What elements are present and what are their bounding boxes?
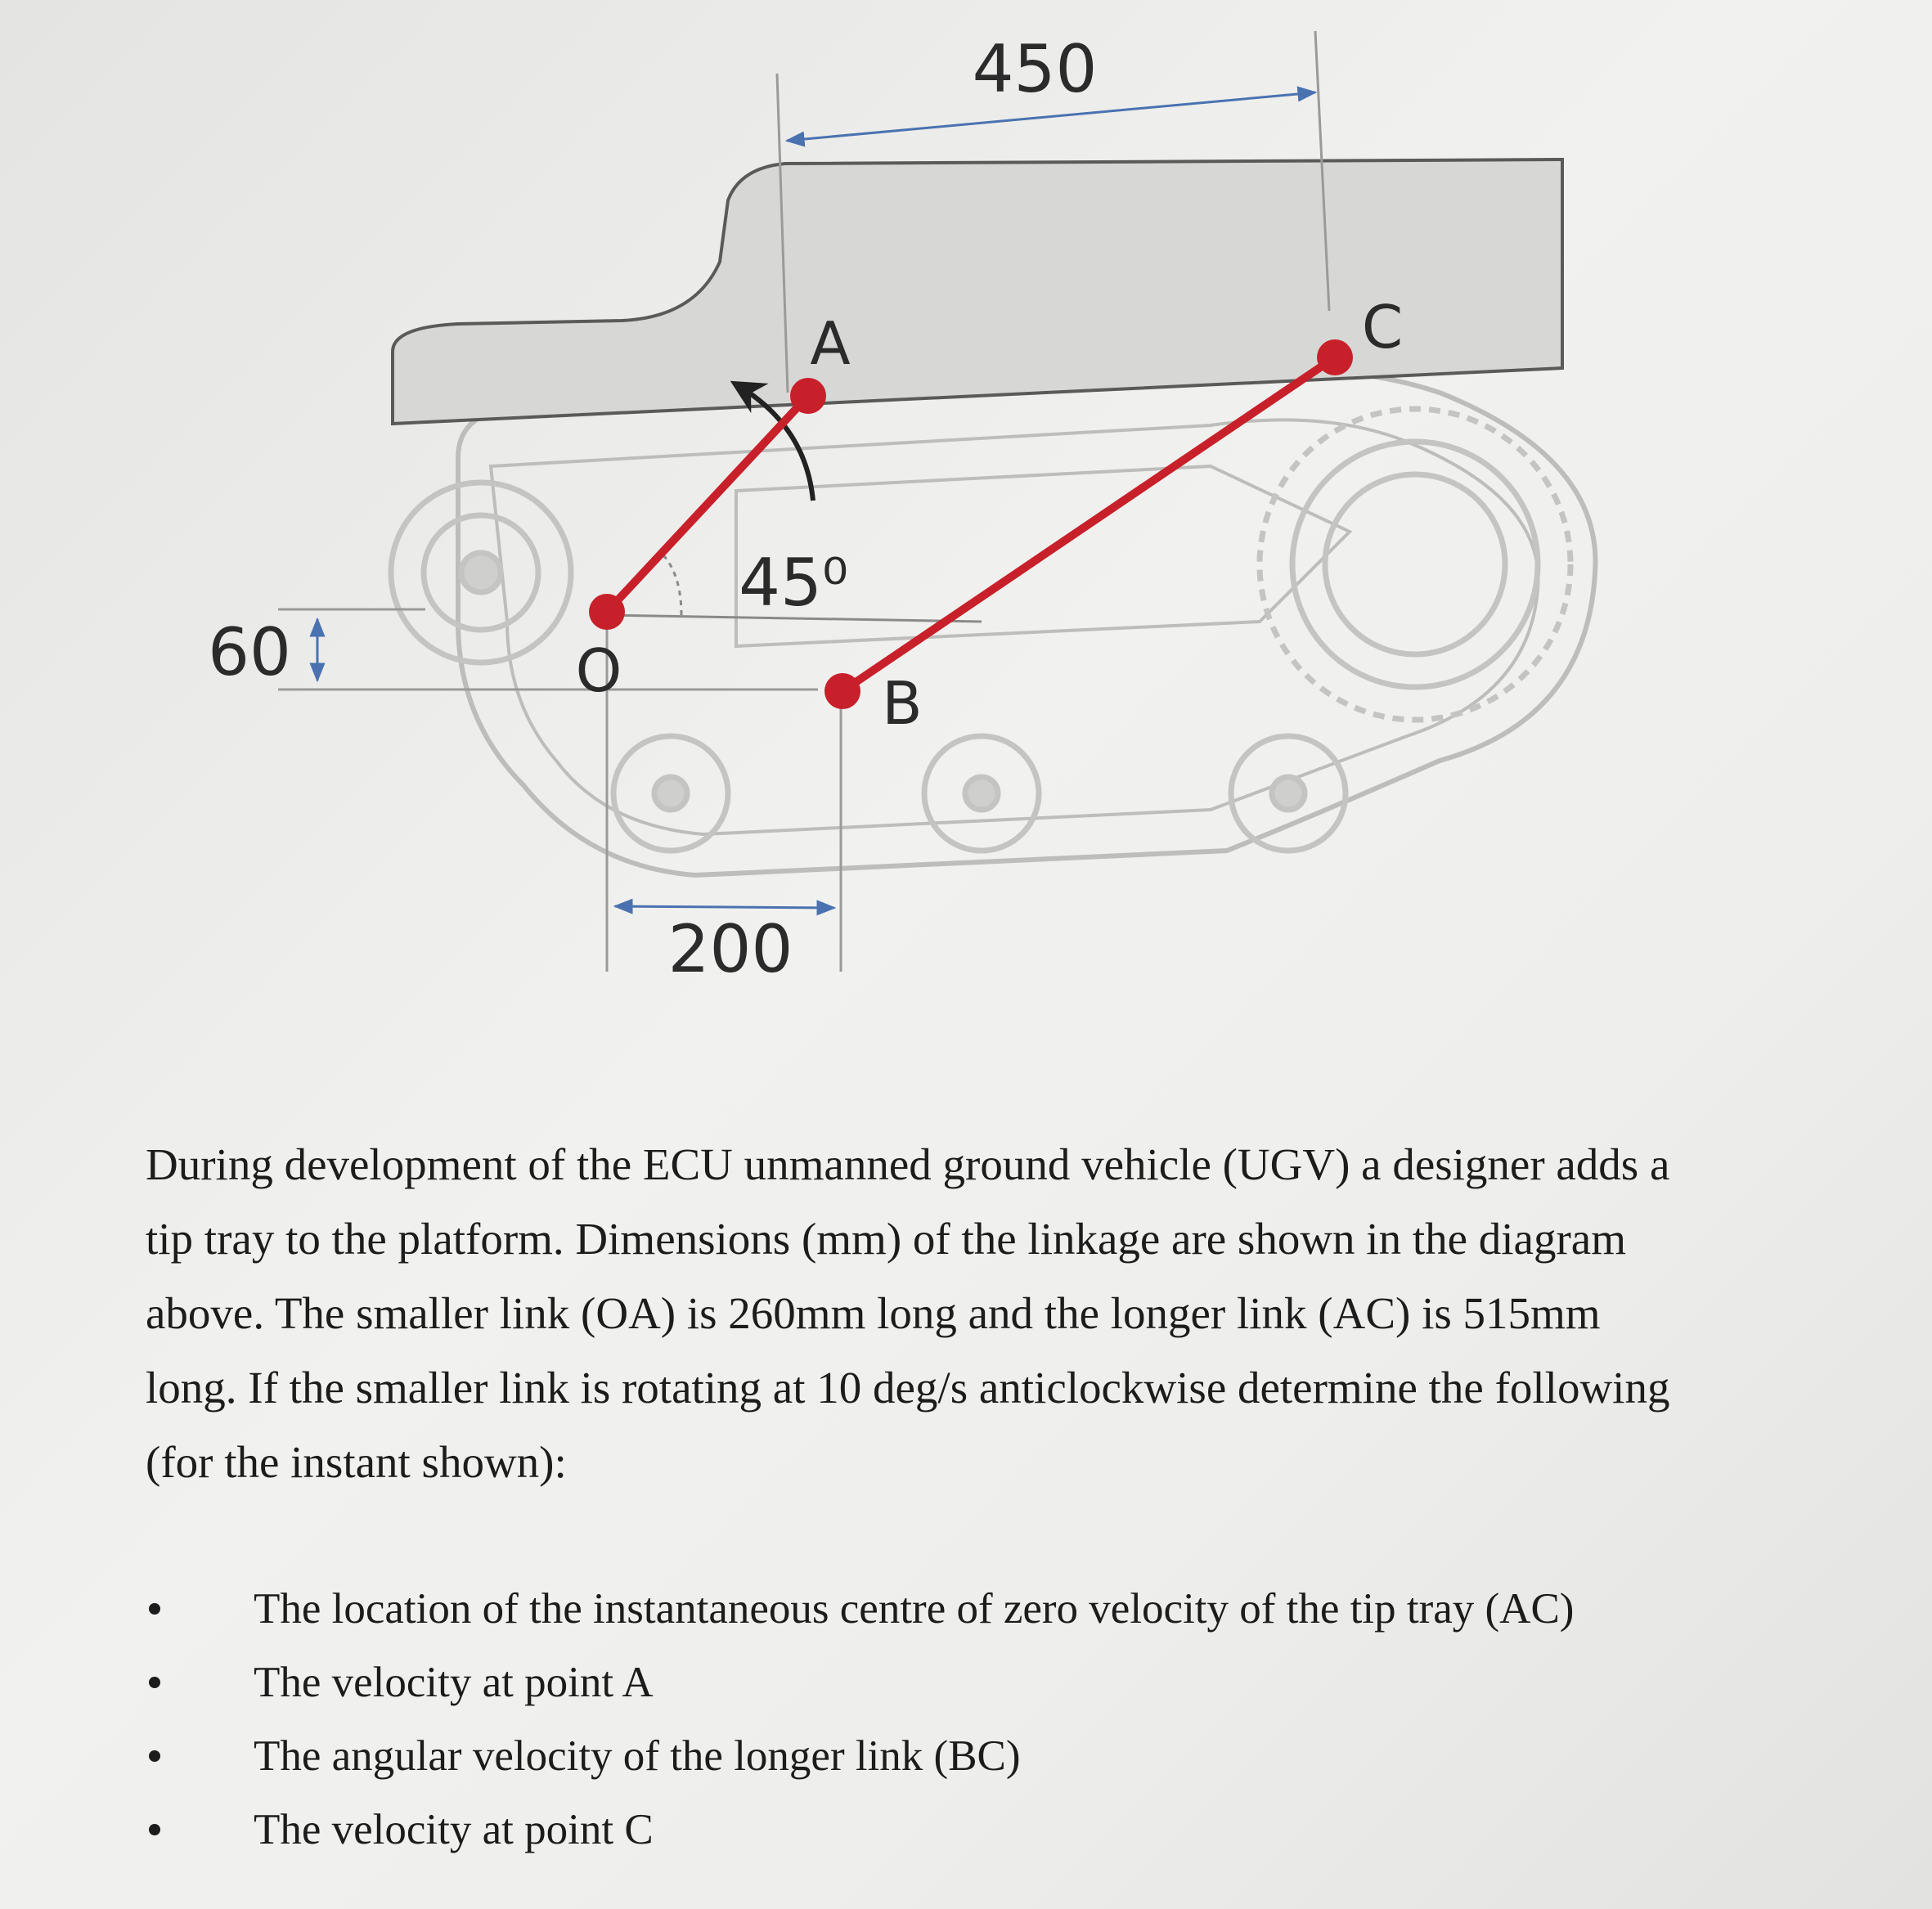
list-item: The velocity at point C <box>146 1793 1700 1866</box>
dimension-60-label: 60 <box>208 614 291 690</box>
list-item: The velocity at point A <box>146 1646 1700 1719</box>
dimension-200-label: 200 <box>667 911 793 987</box>
list-item: The angular velocity of the longer link (BC) <box>146 1719 1700 1793</box>
task-list <box>146 1572 1700 1866</box>
dimension-450-label: 450 <box>972 31 1098 107</box>
point-label-A: A <box>810 309 851 378</box>
joint-C <box>1317 339 1353 375</box>
angle-arc <box>664 556 681 615</box>
joint-O <box>589 594 625 630</box>
link-BC <box>842 357 1335 691</box>
problem-statement: During development of the ECU unmanned ground vehicle (UGV) a designer adds a tip tray to the platform. Dimensions (mm) of the linkage are shown in the diagram above. The smaller link (OA) is 260mm long and the longer link (AC) is 515mm long. If the smaller link is rotating at 10 deg/s anticlockwise determine the following (for the instant shown): <box>146 1139 1670 1487</box>
tip-tray <box>393 159 1562 424</box>
angle-label: 45⁰ <box>739 545 848 621</box>
joint-B <box>824 673 860 709</box>
road-wheels <box>391 409 1570 851</box>
list-item: The location of the instantaneous centre of zero velocity of the tip tray (AC) <box>146 1572 1700 1646</box>
point-label-C: C <box>1361 293 1404 362</box>
point-label-O: O <box>575 636 622 705</box>
point-label-B: B <box>882 669 923 738</box>
joint-A <box>790 378 826 414</box>
vehicle-track <box>458 371 1595 875</box>
